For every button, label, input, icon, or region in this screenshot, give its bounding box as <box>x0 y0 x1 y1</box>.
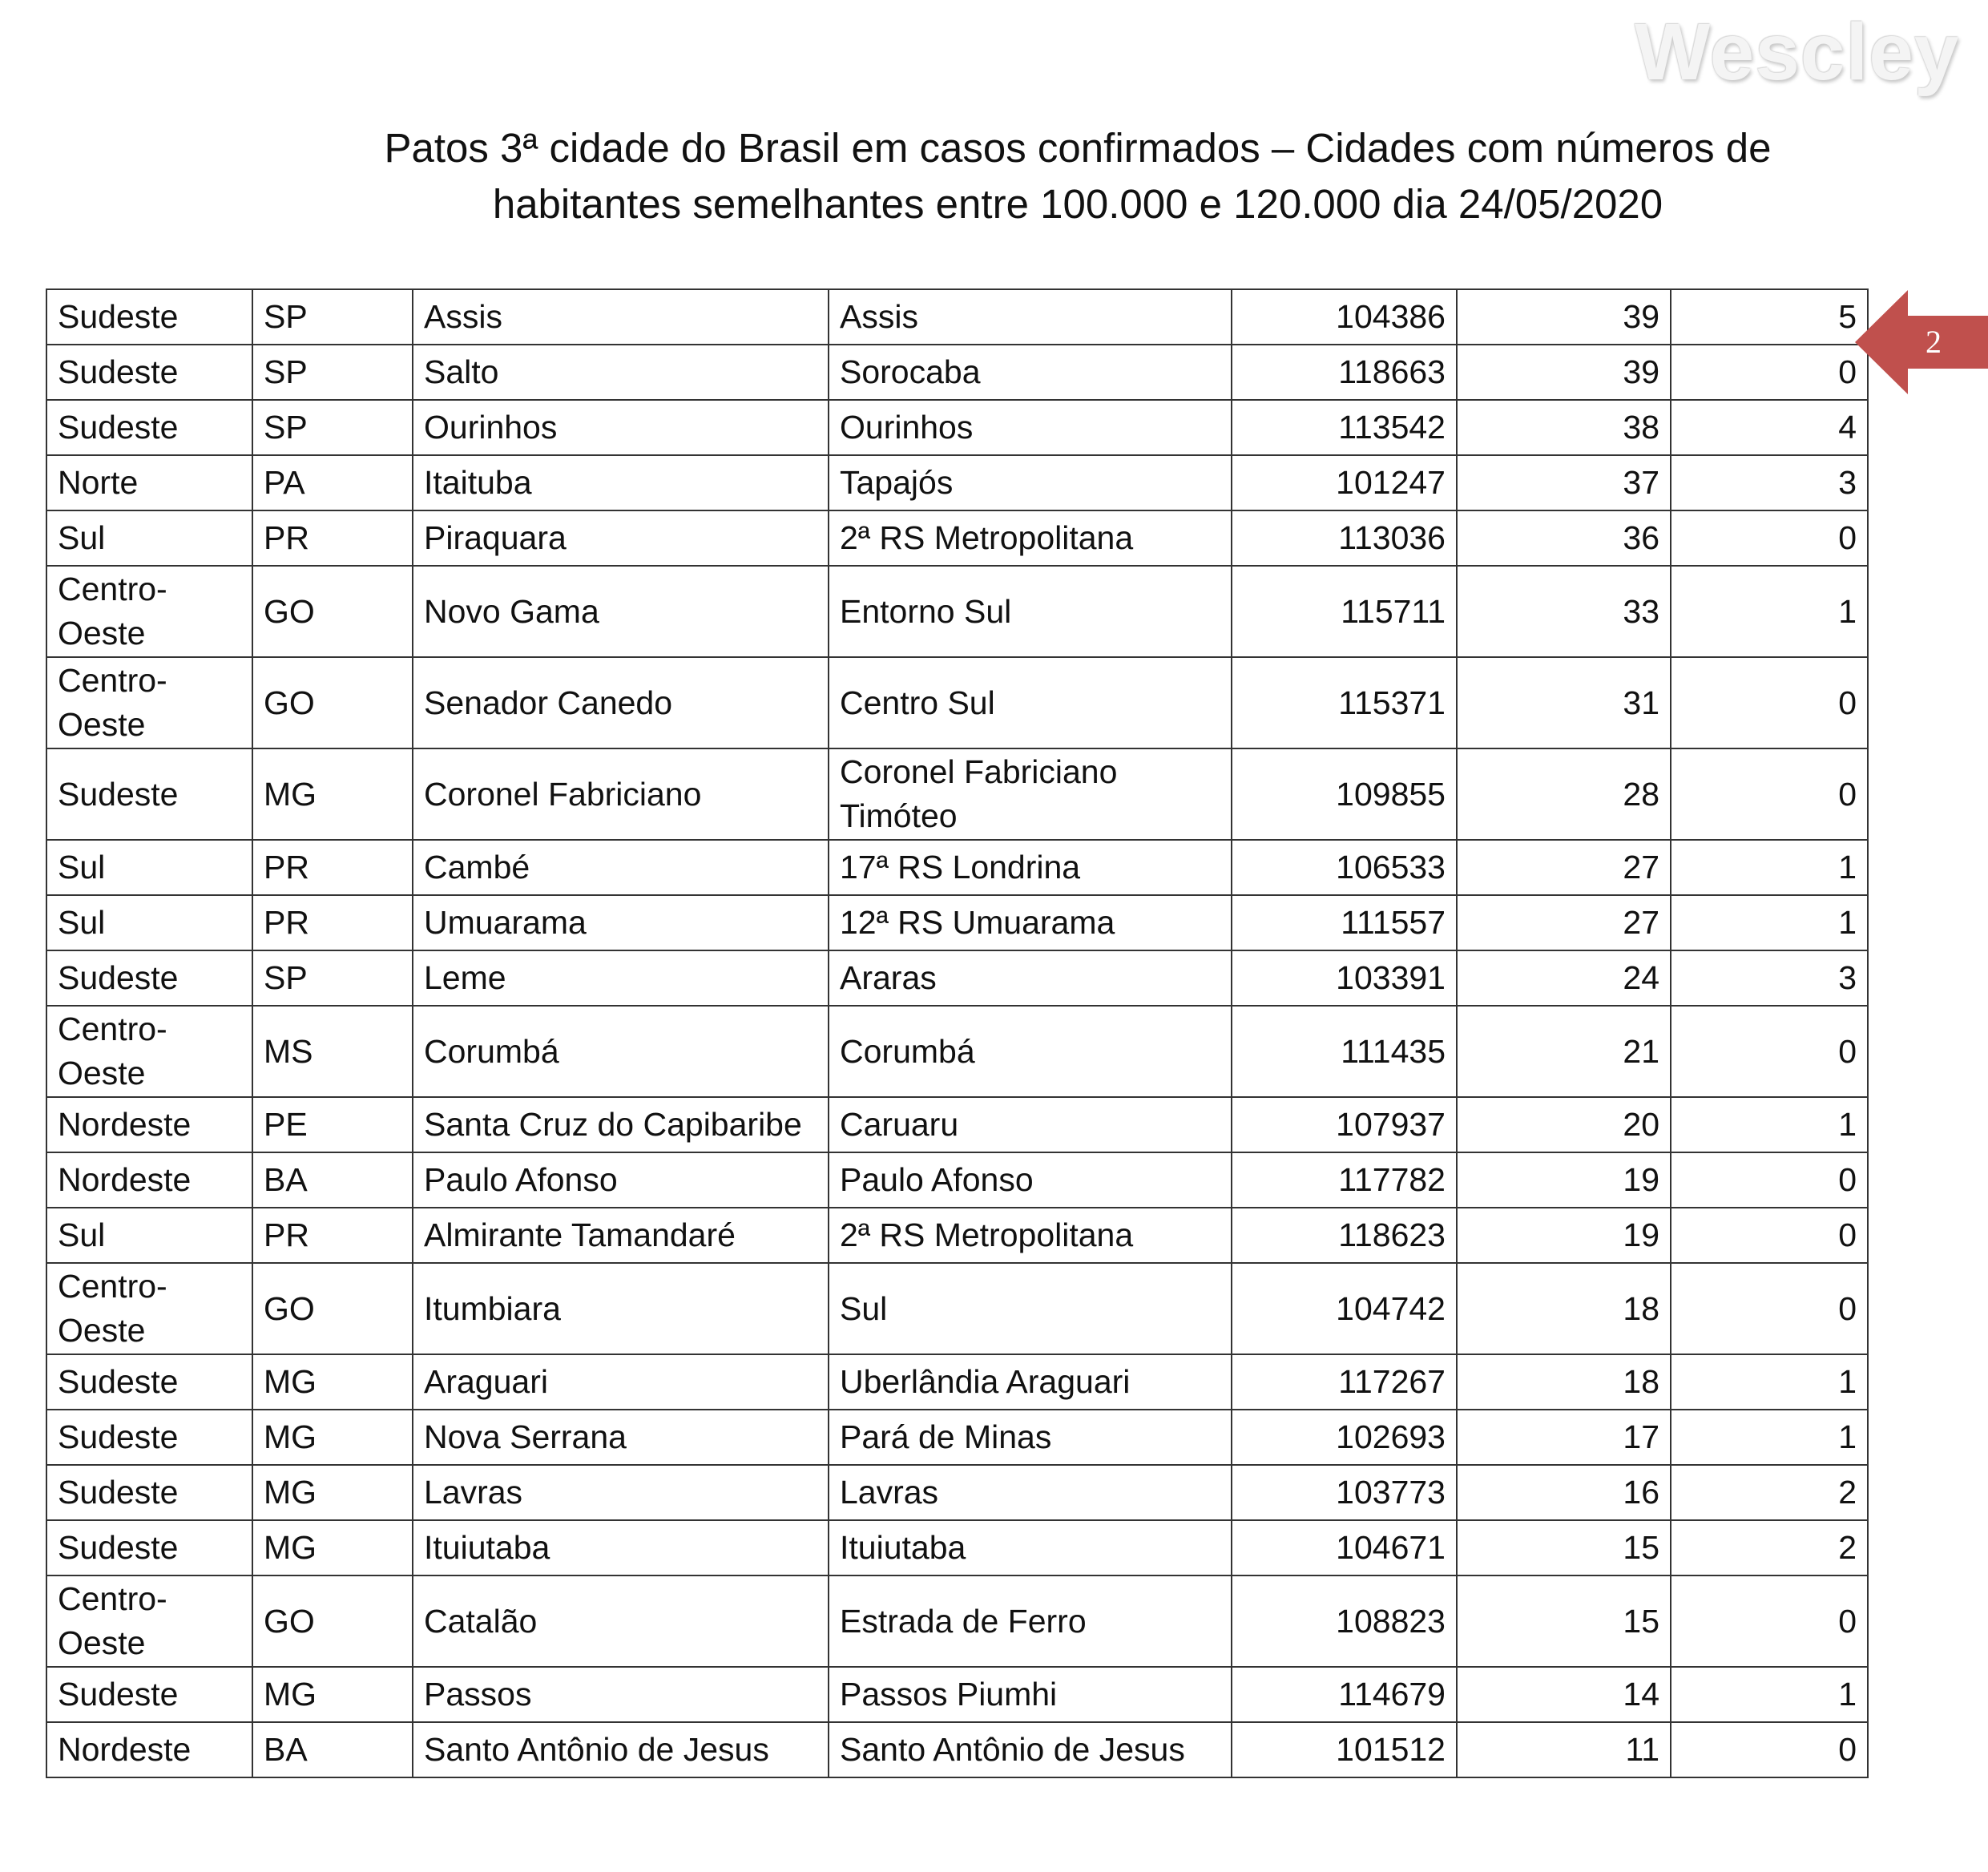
cell-region: Sudeste <box>46 289 252 345</box>
cell-population: 107937 <box>1232 1097 1457 1152</box>
page-number: 2 <box>1925 324 1942 360</box>
watermark-logo: Wescley <box>1635 7 1960 97</box>
cell-deaths: 1 <box>1671 1354 1868 1410</box>
table-row <box>46 1465 1868 1520</box>
cell-state: PR <box>252 1208 413 1263</box>
cell-confirmed-cases: 27 <box>1457 895 1671 950</box>
cell-population: 115711 <box>1232 566 1457 657</box>
cell-confirmed-cases: 39 <box>1457 289 1671 345</box>
cell-deaths: 1 <box>1671 840 1868 895</box>
cell-city: Piraquara <box>413 510 829 566</box>
cell-deaths: 2 <box>1671 1465 1868 1520</box>
cell-health-region: Assis <box>829 289 1232 345</box>
cell-state: MG <box>252 1520 413 1575</box>
cell-state: SP <box>252 345 413 400</box>
table-row <box>46 1152 1868 1208</box>
cell-health-region: Paulo Afonso <box>829 1152 1232 1208</box>
cell-region: Nordeste <box>46 1722 252 1777</box>
cell-health-region: Coronel Fabriciano Timóteo <box>829 748 1232 840</box>
cell-population: 106533 <box>1232 840 1457 895</box>
cell-deaths: 2 <box>1671 1520 1868 1575</box>
cell-population: 101247 <box>1232 455 1457 510</box>
cell-city: Leme <box>413 950 829 1006</box>
table-row <box>46 1410 1868 1465</box>
cell-state: GO <box>252 1575 413 1667</box>
cell-state: PR <box>252 840 413 895</box>
table-row <box>46 566 1868 657</box>
cell-region: Nordeste <box>46 1152 252 1208</box>
table-row <box>46 1097 1868 1152</box>
cell-confirmed-cases: 15 <box>1457 1575 1671 1667</box>
cell-region: Sudeste <box>46 1410 252 1465</box>
cell-confirmed-cases: 17 <box>1457 1410 1671 1465</box>
cell-city: Novo Gama <box>413 566 829 657</box>
cell-confirmed-cases: 15 <box>1457 1520 1671 1575</box>
cell-city: Almirante Tamandaré <box>413 1208 829 1263</box>
cell-health-region: Pará de Minas <box>829 1410 1232 1465</box>
cell-region: Norte <box>46 455 252 510</box>
cell-confirmed-cases: 19 <box>1457 1152 1671 1208</box>
page-title <box>272 120 1883 232</box>
cell-population: 114679 <box>1232 1667 1457 1722</box>
cell-city: Senador Canedo <box>413 657 829 748</box>
cell-city: Santa Cruz do Capibaribe <box>413 1097 829 1152</box>
table-row <box>46 1667 1868 1722</box>
cell-region: Sudeste <box>46 1465 252 1520</box>
cell-health-region: Corumbá <box>829 1006 1232 1097</box>
cell-population: 118623 <box>1232 1208 1457 1263</box>
cell-health-region: Sul <box>829 1263 1232 1354</box>
cell-state: BA <box>252 1152 413 1208</box>
cell-state: GO <box>252 566 413 657</box>
cell-health-region: Passos Piumhi <box>829 1667 1232 1722</box>
cell-region: Centro-Oeste <box>46 1006 252 1097</box>
cell-population: 113036 <box>1232 510 1457 566</box>
cell-population: 117782 <box>1232 1152 1457 1208</box>
cell-deaths: 4 <box>1671 400 1868 455</box>
cell-state: MS <box>252 1006 413 1097</box>
cell-confirmed-cases: 21 <box>1457 1006 1671 1097</box>
table-row <box>46 1263 1868 1354</box>
table-row <box>46 1722 1868 1777</box>
table-row <box>46 657 1868 748</box>
cell-population: 104386 <box>1232 289 1457 345</box>
cell-city: Paulo Afonso <box>413 1152 829 1208</box>
cell-confirmed-cases: 20 <box>1457 1097 1671 1152</box>
cell-population: 108823 <box>1232 1575 1457 1667</box>
cell-region: Sudeste <box>46 950 252 1006</box>
cell-population: 104742 <box>1232 1263 1457 1354</box>
cell-region: Sudeste <box>46 345 252 400</box>
table-row <box>46 1208 1868 1263</box>
cell-state: GO <box>252 1263 413 1354</box>
cell-region: Centro-Oeste <box>46 566 252 657</box>
cell-state: PR <box>252 895 413 950</box>
cell-city: Lavras <box>413 1465 829 1520</box>
cell-region: Sudeste <box>46 1667 252 1722</box>
cell-health-region: Caruaru <box>829 1097 1232 1152</box>
cell-city: Ituiutaba <box>413 1520 829 1575</box>
cell-health-region: 2ª RS Metropolitana <box>829 510 1232 566</box>
cell-region: Sudeste <box>46 1354 252 1410</box>
cell-health-region: 2ª RS Metropolitana <box>829 1208 1232 1263</box>
cell-deaths: 1 <box>1671 1667 1868 1722</box>
cell-confirmed-cases: 11 <box>1457 1722 1671 1777</box>
cell-deaths: 0 <box>1671 1722 1868 1777</box>
cell-deaths: 1 <box>1671 895 1868 950</box>
cell-state: PA <box>252 455 413 510</box>
cell-health-region: Ourinhos <box>829 400 1232 455</box>
table-row <box>46 1354 1868 1410</box>
table-row <box>46 895 1868 950</box>
cell-city: Assis <box>413 289 829 345</box>
cell-region: Sul <box>46 895 252 950</box>
table-row <box>46 840 1868 895</box>
cell-state: BA <box>252 1722 413 1777</box>
cell-state: PR <box>252 510 413 566</box>
table-body <box>46 289 1868 1777</box>
cell-city: Ourinhos <box>413 400 829 455</box>
cell-health-region: Tapajós <box>829 455 1232 510</box>
cell-confirmed-cases: 24 <box>1457 950 1671 1006</box>
cell-confirmed-cases: 37 <box>1457 455 1671 510</box>
cell-confirmed-cases: 18 <box>1457 1263 1671 1354</box>
cell-state: SP <box>252 400 413 455</box>
cell-population: 117267 <box>1232 1354 1457 1410</box>
cell-city: Corumbá <box>413 1006 829 1097</box>
cell-health-region: Uberlândia Araguari <box>829 1354 1232 1410</box>
cell-health-region: Centro Sul <box>829 657 1232 748</box>
cell-population: 102693 <box>1232 1410 1457 1465</box>
table-row <box>46 748 1868 840</box>
cell-state: PE <box>252 1097 413 1152</box>
cell-state: SP <box>252 950 413 1006</box>
cell-city: Itumbiara <box>413 1263 829 1354</box>
cell-city: Passos <box>413 1667 829 1722</box>
cell-deaths: 0 <box>1671 510 1868 566</box>
cell-region: Sul <box>46 840 252 895</box>
table-row <box>46 455 1868 510</box>
cell-health-region: 17ª RS Londrina <box>829 840 1232 895</box>
cell-health-region: Entorno Sul <box>829 566 1232 657</box>
cell-health-region: Sorocaba <box>829 345 1232 400</box>
cell-confirmed-cases: 38 <box>1457 400 1671 455</box>
cell-health-region: Ituiutaba <box>829 1520 1232 1575</box>
cell-region: Centro-Oeste <box>46 657 252 748</box>
cell-deaths: 0 <box>1671 1575 1868 1667</box>
cell-confirmed-cases: 19 <box>1457 1208 1671 1263</box>
cell-city: Itaituba <box>413 455 829 510</box>
cell-deaths: 3 <box>1671 455 1868 510</box>
cell-region: Sul <box>46 1208 252 1263</box>
cell-city: Araguari <box>413 1354 829 1410</box>
cell-state: GO <box>252 657 413 748</box>
cell-confirmed-cases: 36 <box>1457 510 1671 566</box>
cell-city: Santo Antônio de Jesus <box>413 1722 829 1777</box>
table-row <box>46 345 1868 400</box>
cell-deaths: 0 <box>1671 1006 1868 1097</box>
cell-confirmed-cases: 27 <box>1457 840 1671 895</box>
cell-city: Nova Serrana <box>413 1410 829 1465</box>
cell-confirmed-cases: 33 <box>1457 566 1671 657</box>
cell-deaths: 0 <box>1671 657 1868 748</box>
cell-population: 111435 <box>1232 1006 1457 1097</box>
cell-health-region: Araras <box>829 950 1232 1006</box>
table-row <box>46 289 1868 345</box>
cell-deaths: 1 <box>1671 566 1868 657</box>
cell-population: 113542 <box>1232 400 1457 455</box>
cell-region: Sul <box>46 510 252 566</box>
cell-health-region: Santo Antônio de Jesus <box>829 1722 1232 1777</box>
cell-region: Sudeste <box>46 400 252 455</box>
cities-table <box>46 288 1869 1778</box>
cell-confirmed-cases: 16 <box>1457 1465 1671 1520</box>
cell-population: 109855 <box>1232 748 1457 840</box>
cell-city: Coronel Fabriciano <box>413 748 829 840</box>
cell-region: Sudeste <box>46 1520 252 1575</box>
cell-confirmed-cases: 14 <box>1457 1667 1671 1722</box>
cell-health-region: Lavras <box>829 1465 1232 1520</box>
cell-state: MG <box>252 1410 413 1465</box>
title-line-1: Patos 3ª cidade do Brasil em casos confirmados – Cidades com números de <box>384 125 1772 171</box>
page-number-tag <box>1855 290 1988 394</box>
cell-deaths: 0 <box>1671 1152 1868 1208</box>
cell-deaths: 0 <box>1671 748 1868 840</box>
cell-population: 115371 <box>1232 657 1457 748</box>
cell-population: 103773 <box>1232 1465 1457 1520</box>
cell-state: SP <box>252 289 413 345</box>
cell-population: 103391 <box>1232 950 1457 1006</box>
cell-population: 104671 <box>1232 1520 1457 1575</box>
cell-deaths: 0 <box>1671 1208 1868 1263</box>
cell-state: MG <box>252 1667 413 1722</box>
cell-health-region: 12ª RS Umuarama <box>829 895 1232 950</box>
cell-confirmed-cases: 18 <box>1457 1354 1671 1410</box>
cell-deaths: 1 <box>1671 1097 1868 1152</box>
table-row <box>46 510 1868 566</box>
cell-region: Centro-Oeste <box>46 1263 252 1354</box>
cell-state: MG <box>252 1354 413 1410</box>
table-row <box>46 1520 1868 1575</box>
cell-region: Nordeste <box>46 1097 252 1152</box>
cell-population: 101512 <box>1232 1722 1457 1777</box>
table-row <box>46 400 1868 455</box>
cell-population: 118663 <box>1232 345 1457 400</box>
cell-city: Catalão <box>413 1575 829 1667</box>
table-row <box>46 1006 1868 1097</box>
cell-city: Salto <box>413 345 829 400</box>
cell-state: MG <box>252 1465 413 1520</box>
cell-deaths: 0 <box>1671 1263 1868 1354</box>
cell-deaths: 0 <box>1671 345 1868 400</box>
cell-city: Cambé <box>413 840 829 895</box>
cell-region: Centro-Oeste <box>46 1575 252 1667</box>
cell-confirmed-cases: 28 <box>1457 748 1671 840</box>
cell-deaths: 3 <box>1671 950 1868 1006</box>
cell-deaths: 1 <box>1671 1410 1868 1465</box>
title-line-2: habitantes semelhantes entre 100.000 e 120.000 dia 24/05/2020 <box>492 181 1663 227</box>
cell-confirmed-cases: 39 <box>1457 345 1671 400</box>
cell-state: MG <box>252 748 413 840</box>
cell-region: Sudeste <box>46 748 252 840</box>
cell-health-region: Estrada de Ferro <box>829 1575 1232 1667</box>
cell-deaths: 5 <box>1671 289 1868 345</box>
table-row <box>46 1575 1868 1667</box>
cell-confirmed-cases: 31 <box>1457 657 1671 748</box>
cell-city: Umuarama <box>413 895 829 950</box>
table-row <box>46 950 1868 1006</box>
cell-population: 111557 <box>1232 895 1457 950</box>
